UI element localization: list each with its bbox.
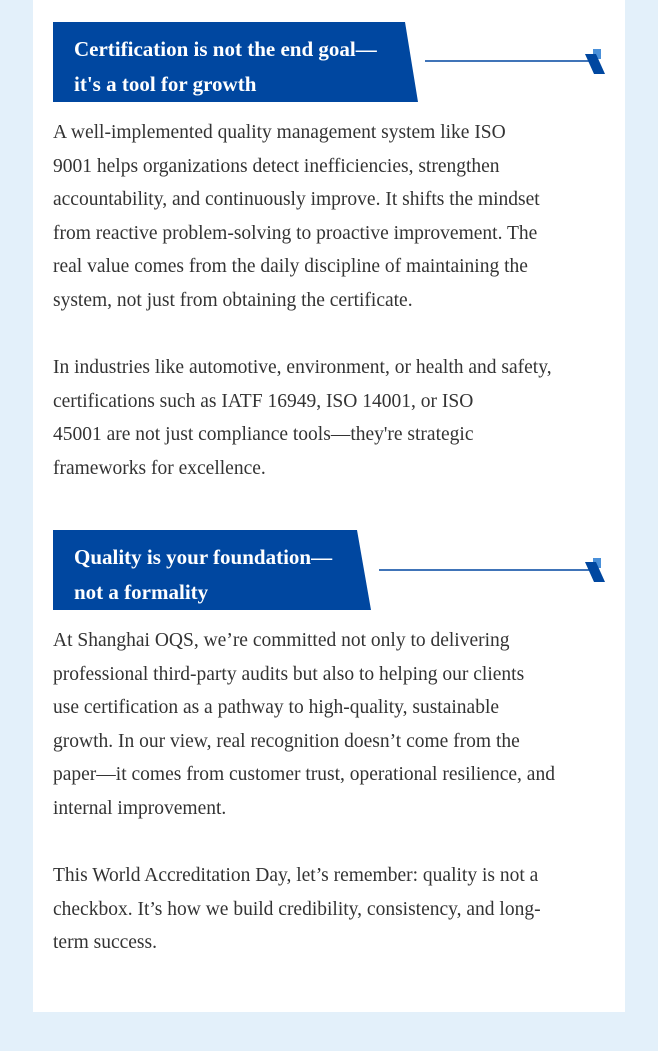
section-header-foundation [53, 530, 605, 610]
paragraph: A well-implemented quality management system like ISO 9001 helps organizations detect inefficiencies, strengthen accountability, and continuously improve. It shifts the mindset from reactive problem-solving to proactive improvement. The real value comes from the daily discipline of maintaining the system, not just from obtaining the certificate. [53, 122, 540, 311]
section-title: Quality is your foundation— not a formality [74, 545, 333, 604]
paragraph: At Shanghai OQS, we’re committed not only to delivering professional third-party audits but also to helping our clients use certification as a pathway to high-quality, sustainable growth. In our view, real recognition doesn’t come from the paper—it comes from customer trust, operational resilience, and internal improvement. [53, 630, 555, 819]
paragraph: This World Accreditation Day, let’s remember: quality is not a checkbox. It’s how we build credibility, consistency, and long- term success. [53, 865, 541, 954]
section-title: Certification is not the end goal— it's a tool for growth [74, 37, 377, 96]
section-header-growth [53, 22, 605, 102]
header-line-decoration [409, 22, 609, 102]
slash-mark-icon [585, 562, 605, 582]
header-line-decoration [373, 530, 609, 610]
paragraph: In industries like automotive, environment, or health and safety, certifications such as IATF 16949, ISO 14001, or ISO 45001 are not just compliance tools—they're strategic frameworks for excellence. [53, 357, 552, 479]
slash-mark-icon [585, 54, 605, 74]
article-card [33, 0, 625, 1012]
